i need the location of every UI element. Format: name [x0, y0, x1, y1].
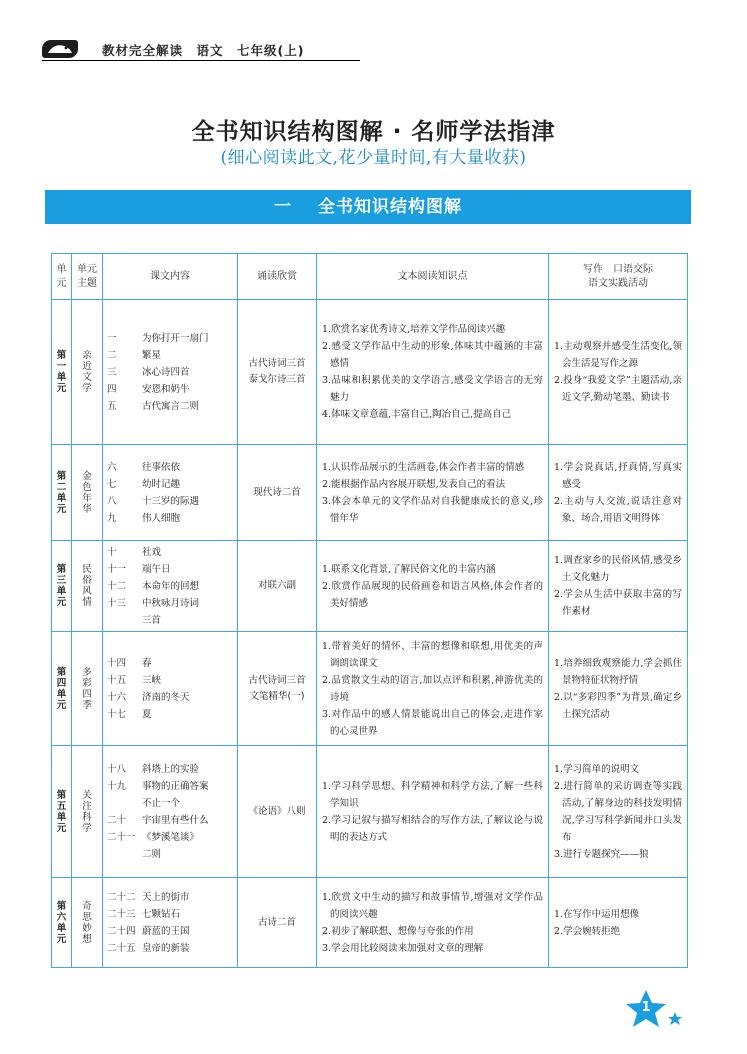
- lesson-item: 七 幼时记趣: [107, 478, 181, 490]
- unit-cell: 第六单元: [52, 878, 72, 968]
- reading-point: 2.感受文学作品中生动的形象,体味其中蕴涵的丰富感情: [322, 341, 543, 369]
- table-row: [52, 632, 688, 746]
- section-number: 一: [274, 197, 292, 217]
- unit-cell: 第四单元: [52, 632, 72, 746]
- practice-item: 3.进行专题探究——狼: [554, 848, 649, 860]
- reading-point: 3.品味和积累优美的文学语言,感受文学语言的无穷魅力: [322, 375, 543, 403]
- lesson-item: 二 繁星: [107, 349, 162, 361]
- lessons-cell: [103, 445, 238, 541]
- running-header: [42, 40, 362, 60]
- reading-point: 2.能根据作品内容展开联想,发表自己的看法: [322, 478, 506, 490]
- lesson-item: 十一 端午日: [107, 563, 171, 575]
- page-title: 全书知识结构图解 · 名师学法指津: [191, 119, 556, 145]
- lessons-cell: [103, 632, 238, 746]
- practice-cell: [549, 878, 688, 968]
- lesson-item: 二十二 天上的街市: [107, 891, 190, 903]
- theme-cell: 亲近文学: [72, 300, 103, 445]
- reading-cell: [238, 541, 317, 632]
- header-divider: [42, 60, 360, 61]
- unit-cell: 第三单元: [52, 541, 72, 632]
- reading-points-cell: [317, 746, 549, 878]
- lesson-item: 六 往事依依: [107, 461, 181, 473]
- lesson-item: 八 十三岁的际遇: [107, 495, 200, 507]
- table-row: [52, 300, 688, 445]
- unit-cell: 第一单元: [52, 300, 72, 445]
- lesson-item: 二则: [142, 848, 162, 860]
- lesson-item: 十五 三峡: [107, 674, 162, 686]
- lesson-item: 十二 本命年的回想: [107, 580, 200, 592]
- practice-item: 2.主动与人交流,说话注意对象、场合,用语文明得体: [554, 495, 682, 524]
- practice-item: 1.学习简单的说明文: [554, 763, 640, 775]
- reading-item: 泰戈尔诗三首: [248, 374, 306, 385]
- star-icon: [624, 988, 684, 1038]
- header-title: 教材完全解读 语文 七年级(上): [102, 43, 305, 58]
- lesson-item: 不止一个: [142, 797, 181, 809]
- reading-point: 2.学习记叙与描写相结合的写作方法,了解议论与说明的表达方式: [322, 814, 543, 843]
- reading-cell: [238, 632, 317, 746]
- lesson-item: 十四 春: [107, 657, 152, 669]
- page-number-badge: [624, 988, 684, 1038]
- table-row: [52, 746, 688, 878]
- practice-item: 1.学会说真话,抒真情,写真实感受: [554, 461, 682, 490]
- practice-item: 2.投身“我爱文学”主题活动,亲近文学,勤动笔墨、勤读书: [554, 375, 682, 403]
- practice-cell: [549, 746, 688, 878]
- reading-cell: [238, 445, 317, 541]
- header-theme: 单元主题: [72, 254, 103, 300]
- reading-point: 1.欣赏名家优秀诗文,培养文学作品阅读兴趣: [322, 324, 506, 335]
- reading-item: 现代诗二首: [253, 486, 301, 498]
- lesson-item: 十 社戏: [107, 546, 162, 558]
- reading-points-cell: [317, 445, 549, 541]
- lesson-item: 二十四 蔚蓝的王国: [107, 925, 190, 937]
- section-heading-bar: [45, 190, 691, 224]
- reading-cell: [238, 878, 317, 968]
- reading-points-cell: [317, 541, 549, 632]
- lessons-cell: [103, 300, 238, 445]
- reading-point: 1.带着美好的情怀、丰富的想像和联想,用优美的声调朗读课文: [322, 640, 543, 669]
- lesson-item: 二十五 皇帝的新装: [107, 942, 190, 954]
- theme-cell: 民俗风情: [72, 541, 103, 632]
- lessons-cell: [103, 541, 238, 632]
- practice-item: 1.在写作中运用想像: [554, 908, 640, 920]
- header-practice: [549, 254, 688, 300]
- lesson-item: 十三 中秋咏月诗词: [107, 597, 200, 609]
- reading-cell: [238, 746, 317, 878]
- reading-point: 4.体味文章意蕴,丰富自己,陶冶自己,提高自己: [322, 409, 512, 420]
- practice-item: 2.以“多彩四季”为背景,确定乡土探究活动: [554, 691, 682, 720]
- lesson-item: 十九 事物的正确答案: [107, 780, 209, 792]
- theme-cell: 金色年华: [72, 445, 103, 541]
- practice-item: 2.学会婉转拒绝: [554, 925, 621, 937]
- lesson-item: 一 为你打开一扇门: [107, 332, 209, 344]
- practice-item: 1.培养细致观察能力,学会抓住景物特征状物抒情: [554, 657, 682, 686]
- reading-item: 对联六副: [257, 580, 296, 591]
- reading-point: 2.品赏散文生动的语言,加以点评和积累,神游优美的诗境: [322, 674, 543, 703]
- lesson-item: 十六 济南的冬天: [107, 691, 190, 703]
- reading-points-cell: [317, 300, 549, 445]
- lesson-item: 五 古代寓言二则: [107, 400, 200, 412]
- page-subtitle: (细心阅读此文,花少量时间,有大量收获): [220, 148, 527, 168]
- lessons-cell: [103, 878, 238, 968]
- practice-item: 1.调查家乡的民俗风情,感受乡土文化魅力: [554, 555, 682, 583]
- lesson-item: 十八 斜塔上的实验: [107, 763, 200, 775]
- knowledge-structure-table: [51, 253, 688, 968]
- table-row: [52, 878, 688, 968]
- unit-cell: 第五单元: [52, 746, 72, 878]
- lesson-item: 二十 宇宙里有些什么: [107, 814, 209, 826]
- practice-cell: [549, 300, 688, 445]
- header-lessons: 课文内容: [103, 254, 238, 300]
- header-points: 文本阅读知识点: [317, 254, 549, 300]
- lesson-item: 三首: [142, 614, 162, 626]
- lesson-item: 二十一 《梦溪笔谈》: [107, 831, 200, 843]
- header-practice-line1: 写作 口语交际: [583, 263, 653, 275]
- practice-cell: [549, 541, 688, 632]
- reading-item: 古代诗词三首: [248, 358, 306, 369]
- reading-cell: [238, 300, 317, 445]
- reading-point: 1.学习科学思想、科学精神和科学方法,了解一些科学知识: [322, 780, 543, 809]
- lesson-item: 二十三 七颗钻石: [107, 908, 181, 920]
- lesson-item: 十七 夏: [107, 708, 152, 720]
- table-row: [52, 445, 688, 541]
- page-number: 1: [641, 1000, 651, 1015]
- reading-point: 3.体会本单元的文学作品对自我健康成长的意义,珍惜年华: [322, 495, 543, 524]
- header-unit: 单元: [52, 254, 72, 300]
- reading-point: 1.联系文化背景,了解民俗文化的丰富内涵: [322, 563, 496, 575]
- header-practice-line2: 语文实践活动: [588, 277, 648, 289]
- practice-cell: [549, 445, 688, 541]
- lessons-cell: [103, 746, 238, 878]
- reading-point: 1.欣赏文中生动的描写和故事情节,增强对文学作品的阅读兴趣: [322, 891, 543, 920]
- publisher-logo-icon: [42, 40, 78, 58]
- header-reading: 诵读欣赏: [238, 254, 317, 300]
- table-row: [52, 541, 688, 632]
- theme-cell: 多彩四季: [72, 632, 103, 746]
- reading-point: 2.欣赏作品展现的民俗画卷和语言风格,体会作者的美好情感: [322, 580, 543, 609]
- reading-points-cell: [317, 878, 549, 968]
- theme-cell: 关注科学: [72, 746, 103, 878]
- reading-item: 文笔精华(一): [249, 690, 305, 702]
- reading-point: 3.学会用比较阅读来加强对文章的理解: [322, 942, 484, 954]
- reading-points-cell: [317, 632, 549, 746]
- practice-item: 2.学会从生活中获取丰富的写作素材: [554, 589, 682, 617]
- lesson-item: 三 冰心诗四首: [107, 366, 190, 378]
- theme-cell: 奇思妙想: [72, 878, 103, 968]
- reading-point: 2.初步了解联想、想像与夸张的作用: [322, 925, 474, 937]
- practice-item: 2.进行简单的采访调查等实践活动,了解身边的科技发明情况,学习写科学新闻并口头发布: [554, 780, 682, 843]
- practice-cell: [549, 632, 688, 746]
- reading-point: 3.对作品中的感人情景能说出自己的体会,走进作家的心灵世界: [322, 708, 543, 737]
- table-header-row: [52, 254, 688, 300]
- practice-item: 1.主动观察并感受生活变化,领会生活是写作之源: [554, 341, 682, 369]
- lesson-item: 九 伟人细胞: [107, 512, 181, 524]
- reading-item: 古诗二首: [257, 916, 296, 928]
- reading-item: 《论语》八则: [248, 805, 306, 817]
- lesson-item: 四 安恩和奶牛: [107, 383, 190, 395]
- reading-point: 1.认识作品展示的生活画卷,体会作者丰富的情感: [322, 461, 525, 473]
- section-title: 全书知识结构图解: [318, 197, 462, 217]
- unit-cell: 第二单元: [52, 445, 72, 541]
- reading-item: 古代诗词三首: [248, 674, 306, 686]
